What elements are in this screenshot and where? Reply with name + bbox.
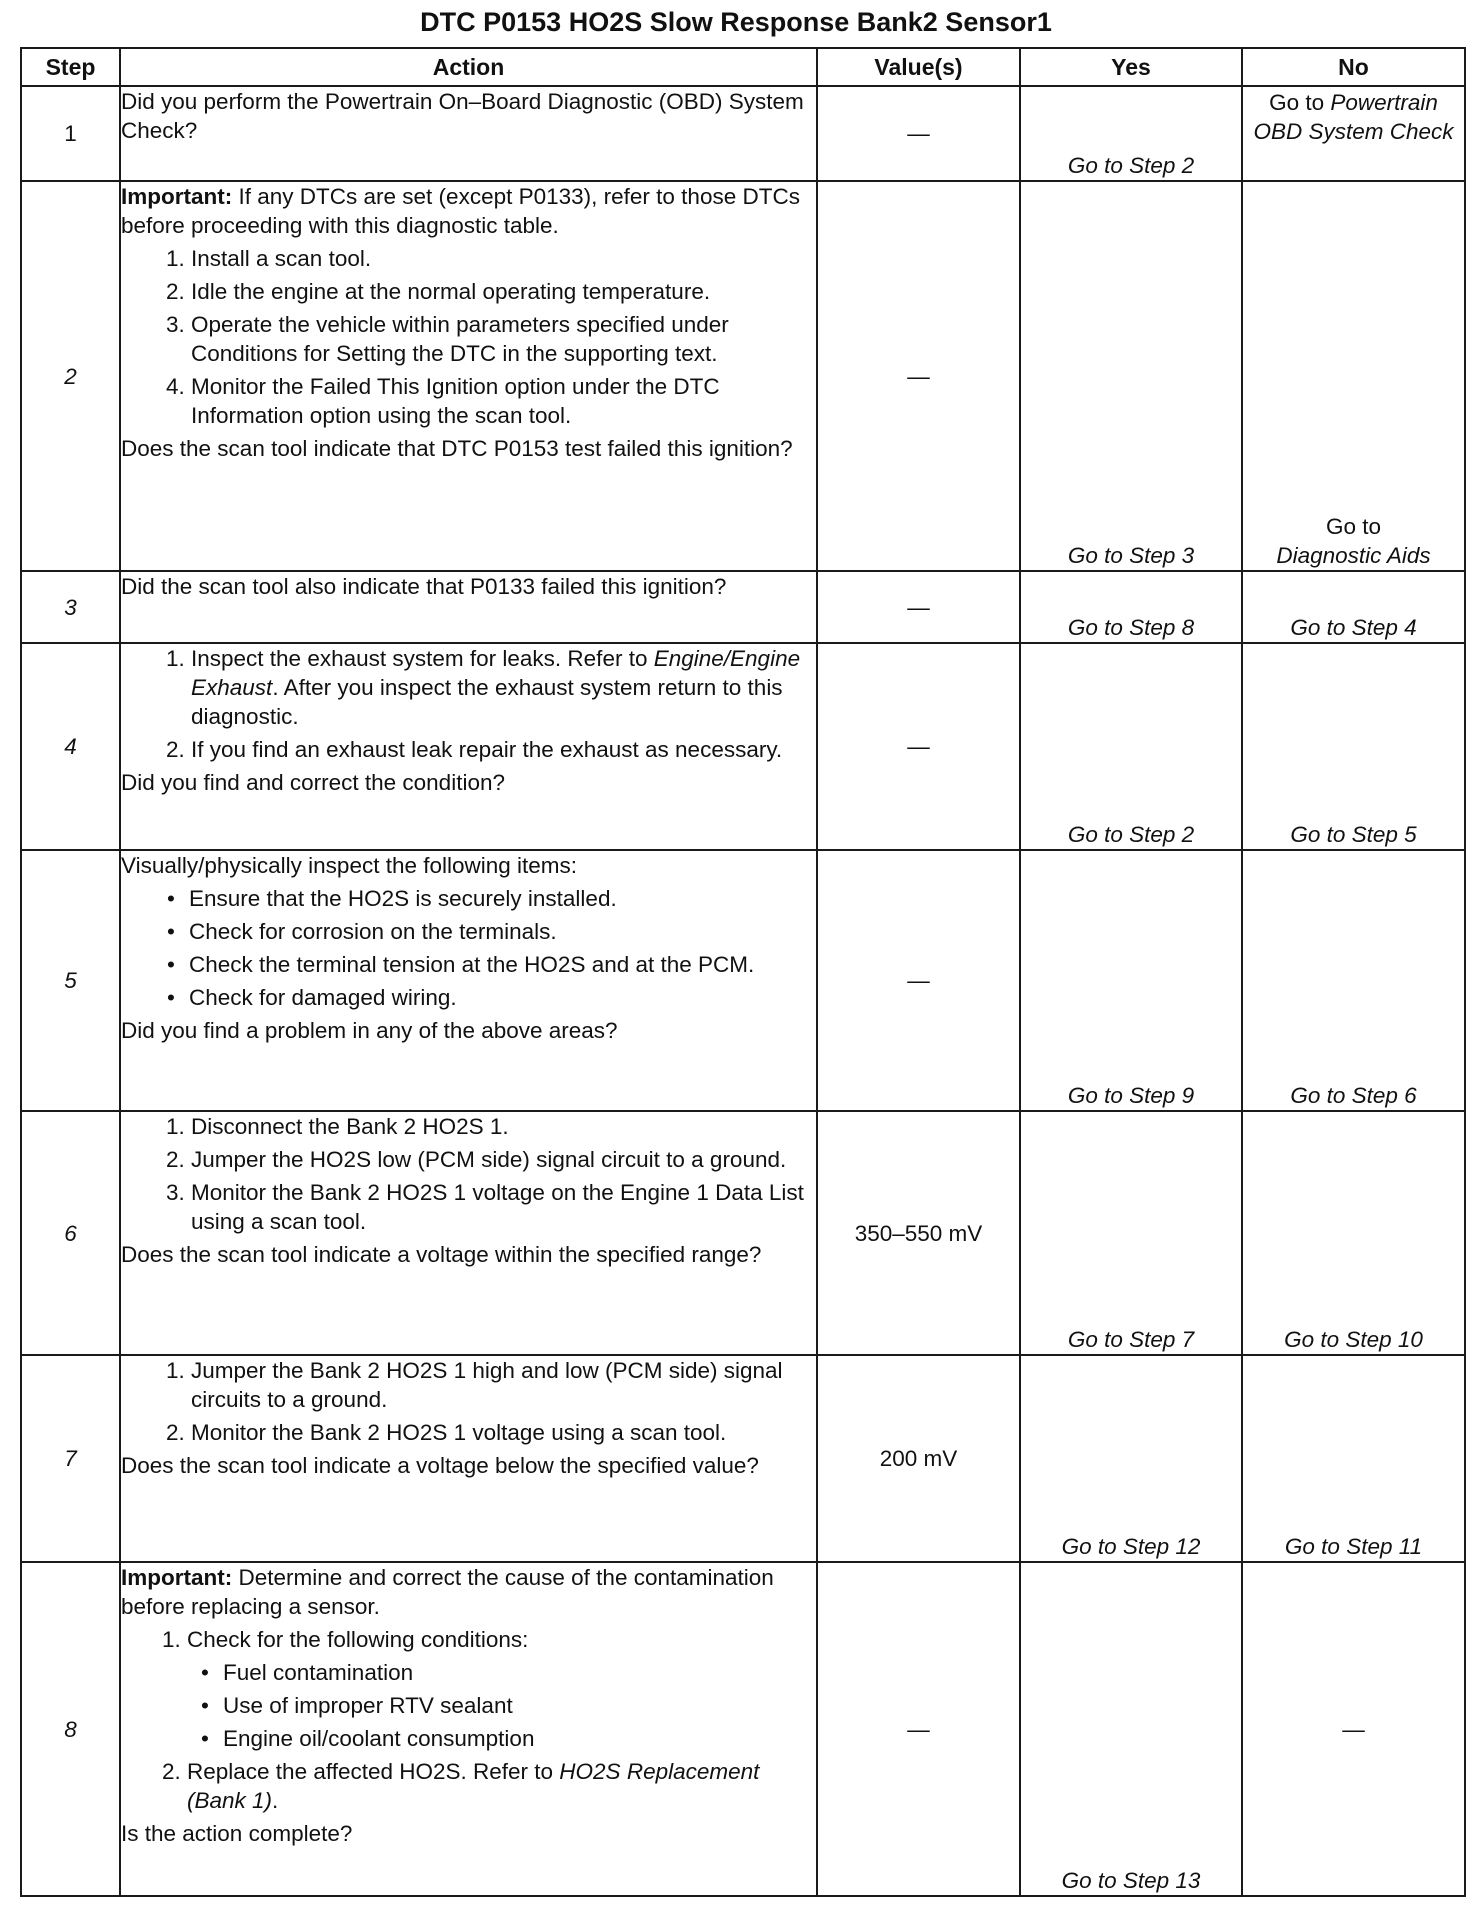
important-text: Determine and correct the cause of the contamination before replacing a sensor.	[121, 1565, 774, 1619]
yes-cell: Go to Step 3	[1020, 181, 1242, 571]
important-label: Important:	[121, 1565, 233, 1590]
yes-cell: Go to Step 12	[1020, 1355, 1242, 1562]
no-cell: Go to Step 11	[1242, 1355, 1465, 1562]
step-list	[121, 1625, 816, 1815]
value-cell: —	[817, 1562, 1020, 1896]
table-row	[21, 1111, 1465, 1355]
bullet-list	[121, 884, 816, 1012]
header-values: Value(s)	[817, 48, 1020, 86]
step-number: 7	[21, 1355, 120, 1562]
list-item: 2. Jumper the HO2S low (PCM side) signal circuit to a ground.	[191, 1145, 816, 1174]
important-label: Important:	[121, 184, 233, 209]
page-title: DTC P0153 HO2S Slow Response Bank2 Sensor1	[420, 7, 1052, 37]
list-item: • Fuel contamination	[223, 1658, 816, 1687]
list-item: 1. Install a scan tool.	[191, 244, 816, 273]
step-number: 3	[21, 571, 120, 643]
value-cell: —	[817, 86, 1020, 181]
yes-cell: Go to Step 2	[1020, 86, 1242, 181]
bullet-list	[187, 1658, 816, 1753]
table-row	[21, 1355, 1465, 1562]
important-text: If any DTCs are set (except P0133), refer to those DTCs before proceeding with this diagnostic table.	[121, 184, 800, 238]
question: Did you find a problem in any of the above areas?	[121, 1018, 618, 1043]
question: Did the scan tool also indicate that P0133 failed this ignition?	[121, 574, 727, 599]
action-cell	[120, 571, 817, 643]
list-item: 3. Monitor the Bank 2 HO2S 1 voltage on the Engine 1 Data List using a scan tool.	[191, 1178, 816, 1236]
list-item: 3. Operate the vehicle within parameters specified under Conditions for Setting the DTC in the supporting text.	[191, 310, 816, 368]
item-text: . After you inspect the exhaust system return to this diagnostic.	[191, 675, 783, 729]
no-cell: —	[1242, 1562, 1465, 1896]
step-number: 6	[21, 1111, 120, 1355]
list-item: 1. Jumper the Bank 2 HO2S 1 high and low (PCM side) signal circuits to a ground.	[191, 1356, 816, 1414]
header-no: No	[1242, 48, 1465, 86]
list-item: • Check the terminal tension at the HO2S and at the PCM.	[189, 950, 816, 979]
yes-cell: Go to Step 13	[1020, 1562, 1242, 1896]
list-item: • Ensure that the HO2S is securely installed.	[189, 884, 816, 913]
question: Does the scan tool indicate a voltage below the specified value?	[121, 1453, 759, 1478]
no-prefix: Go to	[1269, 90, 1325, 115]
yes-cell: Go to Step 8	[1020, 571, 1242, 643]
value-cell: —	[817, 850, 1020, 1111]
list-item: 1. Disconnect the Bank 2 HO2S 1.	[191, 1112, 816, 1141]
intro-text: Visually/physically inspect the following items:	[121, 853, 578, 878]
item-reference: Engine/Engine Exhaust	[191, 646, 801, 700]
header-step: Step	[21, 48, 120, 86]
step-number: 8	[21, 1562, 120, 1896]
item-text: Replace the affected HO2S. Refer to	[187, 1759, 560, 1784]
important-note	[121, 182, 816, 240]
header-yes: Yes	[1020, 48, 1242, 86]
no-cell: Go to Step 10	[1242, 1111, 1465, 1355]
no-cell: Go to Step 5	[1242, 643, 1465, 850]
action-cell	[120, 86, 817, 181]
list-item: 4. Monitor the Failed This Ignition option under the DTC Information option using the scan tool.	[191, 372, 816, 430]
no-cell	[1242, 181, 1465, 571]
table-row	[21, 86, 1465, 181]
no-cell	[1242, 86, 1465, 181]
value-cell: —	[817, 643, 1020, 850]
action-cell	[120, 1562, 817, 1896]
action-cell	[120, 1111, 817, 1355]
question: Does the scan tool indicate that DTC P0153 test failed this ignition?	[121, 436, 793, 461]
step-number: 1	[21, 86, 120, 181]
value-cell: 350–550 mV	[817, 1111, 1020, 1355]
list-item: 2. Idle the engine at the normal operating temperature.	[191, 277, 816, 306]
value-cell: 200 mV	[817, 1355, 1020, 1562]
list-item: • Check for damaged wiring.	[189, 983, 816, 1012]
question: Is the action complete?	[121, 1821, 353, 1846]
step-number: 5	[21, 850, 120, 1111]
step-number: 2	[21, 181, 120, 571]
question: Does the scan tool indicate a voltage within the specified range?	[121, 1242, 762, 1267]
yes-cell: Go to Step 2	[1020, 643, 1242, 850]
table-header-row	[21, 48, 1465, 86]
question: Did you perform the Powertrain On–Board Diagnostic (OBD) System Check?	[121, 89, 804, 143]
no-reference: Diagnostic Aids	[1276, 543, 1431, 568]
question: Did you find and correct the condition?	[121, 770, 505, 795]
table-row	[21, 181, 1465, 571]
no-cell: Go to Step 6	[1242, 850, 1465, 1111]
table-row	[21, 850, 1465, 1111]
item-reference: HO2S Replacement (Bank 1)	[187, 1759, 760, 1813]
list-item: 2. If you find an exhaust leak repair the exhaust as necessary.	[191, 735, 816, 764]
table-row	[21, 643, 1465, 850]
list-item	[187, 1625, 816, 1753]
item-text: Inspect the exhaust system for leaks. Refer to	[191, 646, 654, 671]
value-cell: —	[817, 571, 1020, 643]
no-cell: Go to Step 4	[1242, 571, 1465, 643]
value-cell: —	[817, 181, 1020, 571]
list-item: • Engine oil/coolant consumption	[223, 1724, 816, 1753]
yes-cell: Go to Step 9	[1020, 850, 1242, 1111]
action-cell	[120, 181, 817, 571]
table-row	[21, 1562, 1465, 1896]
list-item	[191, 644, 816, 731]
no-reference: Powertrain OBD System Check	[1253, 90, 1454, 144]
no-prefix: Go to	[1325, 514, 1382, 539]
list-item: • Check for corrosion on the terminals.	[189, 917, 816, 946]
action-cell	[120, 643, 817, 850]
list-item: 2. Monitor the Bank 2 HO2S 1 voltage using a scan tool.	[191, 1418, 816, 1447]
item-text: .	[272, 1788, 279, 1813]
action-cell	[120, 1355, 817, 1562]
item-text: Check for the following conditions:	[187, 1627, 529, 1652]
list-item: • Use of improper RTV sealant	[223, 1691, 816, 1720]
step-list	[121, 1112, 816, 1236]
step-list	[121, 644, 816, 764]
table-row	[21, 571, 1465, 643]
yes-cell: Go to Step 7	[1020, 1111, 1242, 1355]
step-list	[121, 1356, 816, 1447]
header-action: Action	[120, 48, 817, 86]
step-number: 4	[21, 643, 120, 850]
action-cell	[120, 850, 817, 1111]
list-item	[187, 1757, 816, 1815]
diagnostic-table	[20, 47, 1466, 1897]
important-note	[121, 1563, 816, 1621]
step-list	[121, 244, 816, 430]
